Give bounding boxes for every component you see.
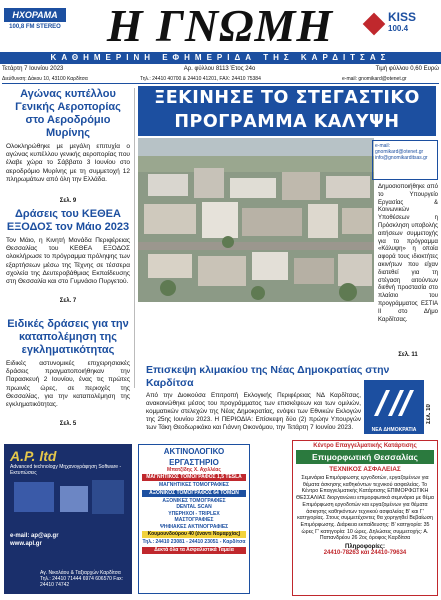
nd-logo-icon: [364, 380, 424, 426]
lead-story-headline[interactable]: [138, 86, 436, 136]
story-kethea-page: Σελ. 7: [59, 298, 77, 305]
ap-address: Αγ. Νικολάου & Ταξιαρχών Καρδίτσα Τηλ.: 24410 71444 6974 606570 Fax: 24410 74742: [40, 570, 124, 588]
lead-story-text: Δημοσιοποιήθηκε από το Υπουργείο Εργασίας & Κοινωνικών Υποθέσεων η Πρόσκληση υποβολής αιτήσεων συμμετοχής για το πρόγραμμα «Κάλυψη» η οποία αφορά τους ιδιοκτήτες ακινήτων που είχαν διατεθεί για τη στέγαση αιτούντων διεθνή προστασία στο πλαίσιο του προγράμματος ΕΣΤΙΑ II στο Δήμο Καρδίτσας.: [378, 184, 438, 323]
story-crime-title: Ειδικές δράσεις για την καταπολέμηση της εγκληματικότητας: [7, 318, 129, 356]
story-airshow-text: Ολοκληρώθηκε με μεγάλη επιτυχία ο αγώνας κυπέλλου γενικής αεροπορίας που έλαβε χώρα το Σάββατο 3 Ιουνίου στο αεροδρόμιο Μυρίνης με τη συμμετοχή 12 πληρωμάτων από όλη την Ελλάδα.: [6, 143, 130, 183]
lab-line-7: ΜΑΣΤΟΓΡΑΦΙΕΣ: [174, 517, 214, 523]
ap-subtitle: Advanced technology Μηχανογράφηση Software - Εκτυπώσεις: [10, 464, 122, 476]
lab-address: Κουμουνδούρου 40 (έναντι Νομαρχίας): [142, 531, 246, 538]
kiss-frequency: 100.4: [388, 24, 409, 33]
lab-phones: Τηλ.: 24410 23081 - 24410 23051 - Καρδίτσα: [142, 539, 246, 545]
lead-headline-line1: ΞΕΚΙΝΗΣΕ ΤΟ ΣΤΕΓΑΣΤΙΚΟ: [154, 88, 420, 108]
issue-info: [2, 65, 439, 74]
contact-email: e-mail: gnomikard@otenet.gr: [342, 76, 407, 82]
nd-story-title[interactable]: Επισκεψη κλιμακίου της Νέας Δημοκρατίας στην Καρδίτσα: [146, 364, 390, 389]
story-airshow-title: Αγώνας κυπέλλου Γενικής Αεροπορίας στο Αεροδρόμιο Μυρίνης: [15, 88, 121, 139]
issue-price: Τιμή φύλλου 0,60 Ευρώ: [375, 66, 439, 72]
issue-number: Αρ. φύλλου 8113 Έτος 24ο: [183, 66, 256, 72]
nd-party-logo: [364, 380, 424, 426]
radio-name: ΗΧΟΡΑΜΑ: [4, 8, 66, 22]
email-box: e-mail: gnomikard@otenet.gr info@gnomikarditsas.gr: [372, 140, 438, 180]
ap-product-image: [4, 476, 132, 526]
nd-story-text: Από την Διοικούσα Επιτροπή Εκλογικής Περιφέρειας ΝΔ Καρδίτσας, ανακοινώθηκε μέσος του προγράμματος των επισκέψεων και των ομιλιών, κομματικών στελεχών της Νέας Δημοκρατίας, ενόψει των Εθνικών Εκλογών της 25ης Ιουνίου 2023. Η ΠΕΡΙΟΔΙΑ: Επίσκεψη δύο (2) πρώην Υπουργών των Τάκη Θεοδωρικάκο και Γιάννη Οικονόμου, την Τετάρτη 7 Ιουνίου 2023.: [146, 392, 361, 432]
tagline-bar: ΚΑΘΗΜΕΡΙΝΗ ΕΦΗΜΕΡΙΔΑ ΤΗΣ ΚΑΡΔΙΤΣΑΣ: [0, 52, 441, 64]
kiss-diamond-icon: [363, 13, 386, 36]
lab-line-5: DENTAL SCAN: [176, 504, 212, 510]
story-airshow[interactable]: [6, 88, 130, 204]
lab-line-3: ΑΞΟΝΙΚΟΣ ΤΟΜΟΓΡΑΦΟΣ 64 ΤΟΜΩΝ: [142, 490, 246, 497]
lab-heading-2: ΕΡΓΑΣΤΗΡΙΟ: [169, 458, 219, 467]
lab-line-2: ΜΑΓΝΗΤΙΚΕΣ ΤΟΜΟΓΡΑΦΙΕΣ: [159, 482, 229, 488]
kek-heading: Κέντρο Επαγγελματικής Κατάρτισης: [293, 441, 437, 449]
story-kethea-text: Τον Μάιο, η Κινητή Μονάδα Περιφέρειας Θεσσαλίας του ΚΕΘΕΑ ΕΞΟΔΟΣ ολοκλήρωσε το πρόγραμμα πρόληψης των εξαρτήσεων μέσω της Τέχνης σε τέσσερα σχολεία της Δευτεροβάθμιας Εκπαίδευσης στη Θεσσαλία και στο Γυμνάσιο Πυργετού.: [6, 237, 130, 286]
ap-logo: A.P. ltd: [10, 448, 57, 464]
issue-date: Τετάρτη 7 Ιουνίου 2023: [2, 66, 64, 72]
lab-doctor: Μπατζίδης Χ. Αχιλλέας: [167, 467, 221, 473]
story-airshow-page: Σελ. 9: [59, 198, 77, 205]
ap-website: www.apl.gr: [10, 541, 42, 547]
lab-line-8: ΨΗΦΙΑΚΕΣ ΑΚΤΙΝΟΓΡΑΦΙΕΣ: [159, 523, 229, 530]
radio-frequency: 100,8 FM STEREO: [9, 24, 61, 30]
kiss-name: KISS: [388, 10, 417, 24]
column-divider: [134, 88, 135, 388]
nd-party-label: ΝΕΑ ΔΗΜΟΚΡΑΤΙΑ: [364, 426, 424, 434]
lead-story-photo: [138, 138, 374, 302]
story-crime-text: Ειδικές αστυνομικές επιχειρησιακές δράσεις πραγματοποιήθηκαν την Παρασκευή 2 Ιουνίου, ένας τις πρώτες πρωινές ώρες, σε περιοχές της Θεσσαλίας, για την καταπολέμηση της εγκληματικότητας.: [6, 360, 130, 409]
story-crime[interactable]: [6, 318, 130, 427]
radio-logo: [4, 8, 66, 48]
contact-address: Διεύθυνση: Δάκου 10, 43100 Καρδίτσα: [2, 76, 88, 82]
lab-insurance: Δεκτά όλα τα Ασφαλιστικά Ταμεία: [142, 547, 246, 554]
kek-phones: 24410-78263 και 24410-79634: [323, 550, 407, 557]
lead-headline-line2: ΠΡΟΓΡΑΜΜΑ ΚΑΛΥΨΗ: [174, 112, 400, 132]
story-crime-page: Σελ. 5: [59, 421, 77, 428]
ad-kek-thessalias[interactable]: [292, 440, 438, 596]
lab-line-6: ΥΠΕΡΗΧΟΙ - TRIPLEX: [168, 510, 220, 517]
ap-email: e-mail: ap@ap.gr: [10, 533, 59, 539]
nd-story-page: Σελ. 10: [426, 404, 432, 424]
lead-story-page: Σελ. 11: [398, 352, 418, 358]
story-kethea[interactable]: [6, 208, 130, 304]
kiss-logo: [364, 8, 434, 44]
kek-subtitle: ΤΕΧΝΙΚΟΣ ΑΣΦΑΛΕΙΑΣ: [329, 466, 401, 473]
contact-phones: Τηλ.: 24410 40700 & 24410 41201, FAX: 24410 75384: [140, 76, 261, 82]
city-aerial-image: [138, 138, 374, 302]
story-kethea-title: Δράσεις του ΚΕΘΕΑ ΕΞΟΔΟΣ τον Μάιο 2023: [6, 208, 130, 233]
contact-info: [2, 75, 439, 84]
newspaper-title: Η ΓΝΩΜΗ: [106, 0, 334, 51]
lab-line-1: ΜΑΓΝΗΤΙΚΟΣ ΤΟΜΟΓΡΑΦΟΣ 1,5 TESLA: [142, 474, 246, 481]
lab-heading-1: ΑΚΤΙΝΟΛΟΓΙΚΟ: [163, 447, 225, 456]
ad-ap-ltd[interactable]: [4, 444, 132, 594]
kek-body: Σεμινάρια Επιμόρφωσης εργοδοτών, εργαζομένων για θέματα άσκησης καθηκόντων τεχνικού ασφαλείας. Το Κέντρο Επαγγελματικής Κατάρτισης ΕΠΙΜΟΡΦΩΤΙΚΗ ΘΕΣΣΑΛΙΑΣ διοργανώνει επιμορφωτικά σεμινάρια με θέμα Επιμόρφωση εργοδοτών και εργαζομένων για θέματα άσκησης καθηκόντων τεχνικού ασφαλείας Β' και Γ' κατηγορίας. Στους συμμετέχοντες θα χορηγηθεί Βεβαίωση Επιμόρφωσης. Διάρκεια εκπαίδευσης: Β' κατηγορία: 35 ώρες Γ' κατηγορία: 10 ώρες. Δηλώσεις συμμετοχής: Α. Παπανδρέου 26 2ος όροφος Καρδίτσα: [296, 475, 434, 542]
kek-contact-label: Πληροφορίες:: [344, 544, 385, 551]
kek-title: Επιμορφωτική Θεσσαλίας: [296, 450, 434, 464]
ad-radiology-lab[interactable]: [138, 444, 250, 594]
lab-line-4: ΑΞΟΝΙΚΕΣ ΤΟΜΟΓΡΑΦΙΕΣ: [162, 497, 226, 504]
